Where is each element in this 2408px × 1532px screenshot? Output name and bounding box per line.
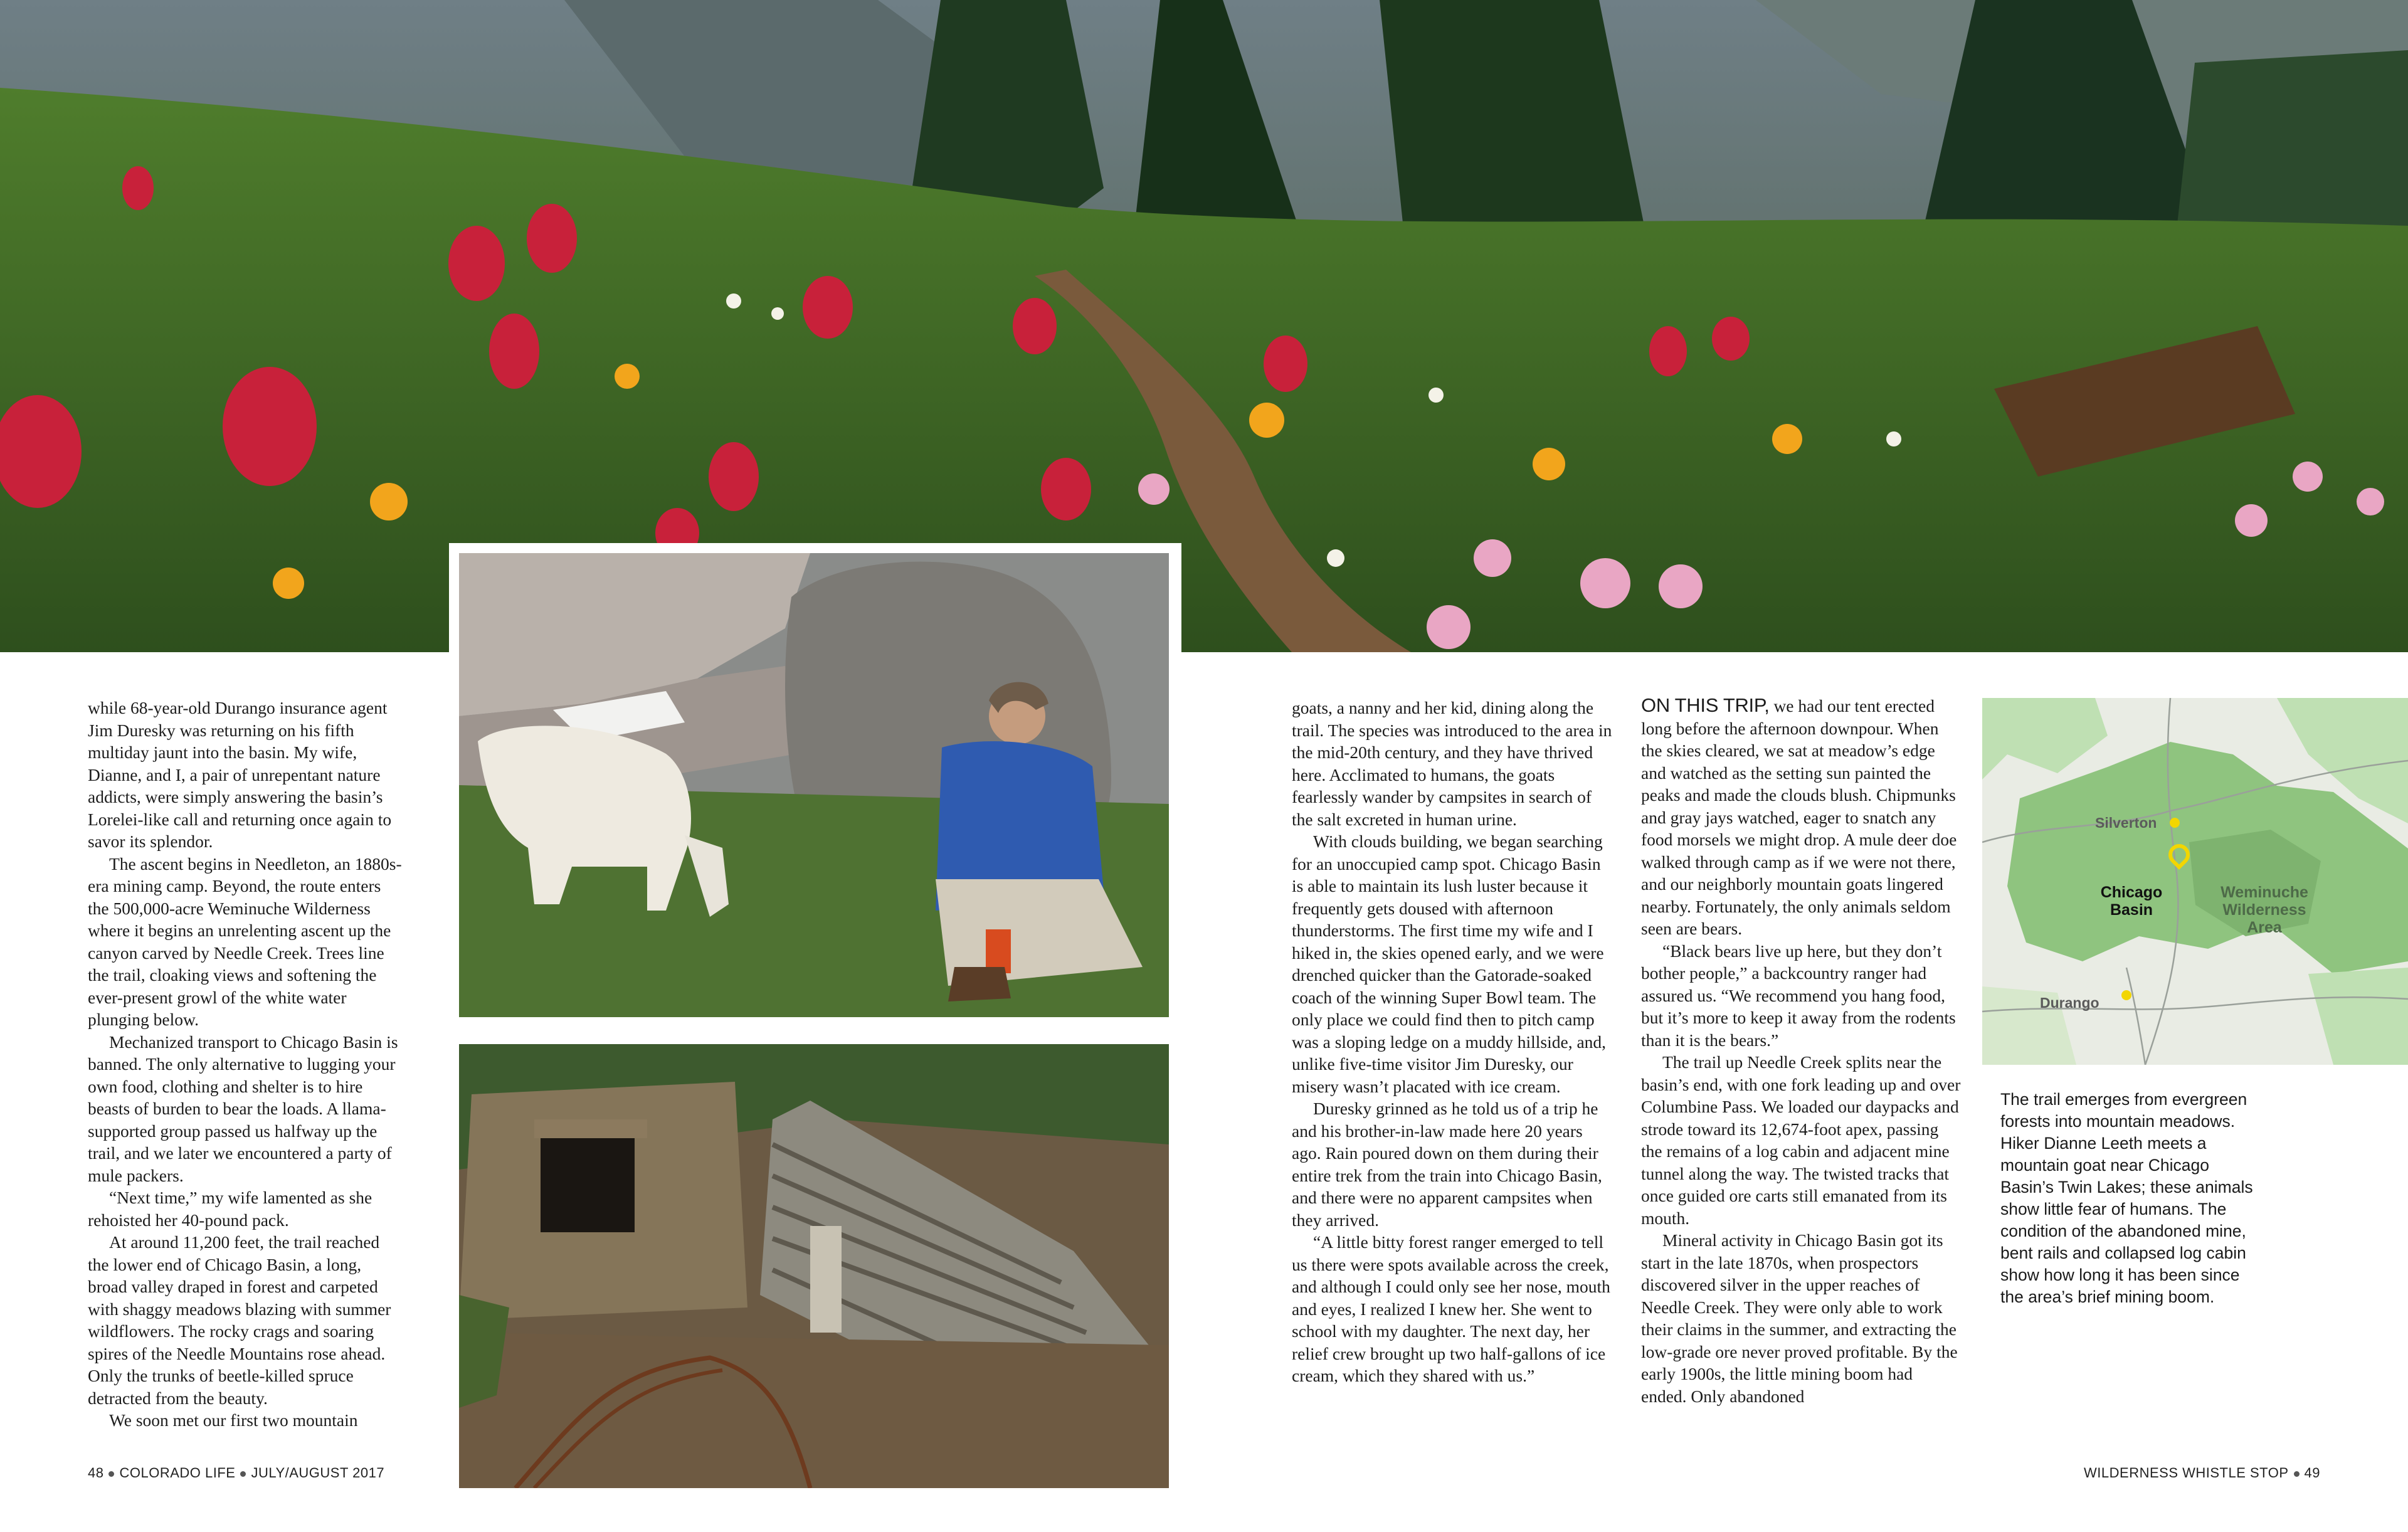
magazine-name: COLORADO LIFE: [119, 1465, 236, 1481]
photo-hiker-and-goat: [459, 553, 1169, 1017]
map-label-durango: Durango: [2040, 995, 2099, 1011]
photo-caption: The trail emerges from evergreen forests into mountain meadows. Hiker Dianne Leeth meets a mountain goat near Chicago Basin’s Twin Lakes; these animals show little fear of humans. The condition of the abandoned mine, bent rails and collapsed log cabin show how long it has been since the area’s brief mining boom.: [2000, 1090, 2253, 1306]
photo-mine-and-cabin: [459, 1044, 1169, 1488]
paragraph: At around 11,200 feet, the trail reached the lower end of Chicago Basin, a long, broad valley draped in forest and carpeted with shaggy meadows blazing with summer wildflowers. The rocky crags and soaring spires of the Needle Mountains rose ahead. Only the trunks of beetle-killed spruce detracted from the beauty.: [88, 1232, 391, 1408]
bullet-icon: [108, 1471, 114, 1477]
hero-photo-meadow: [0, 0, 2408, 652]
map-label-chicago-basin: Chicago Basin: [2100, 884, 2163, 919]
folio-right: [2084, 1465, 2320, 1481]
paragraph: The ascent begins in Needleton, an 1880s-era mining camp. Beyond, the route enters the 500,000-acre Weminuche Wilderness where it begins an unrelenting ascent up the canyon carved by Needle Creek. Trees line the trail, cloaking views and softening the ever-present growl of the white water plunging below.: [88, 853, 402, 1029]
body-column-1: [88, 697, 403, 1432]
map-label-weminuche: Weminuche Wilderness Area: [2221, 884, 2308, 936]
issue-date: JULY/AUGUST 2017: [251, 1465, 385, 1481]
body-column-3: [1641, 694, 1962, 1407]
bullet-icon: [240, 1471, 246, 1477]
body-column-2: [1292, 697, 1612, 1387]
map-label-silverton: Silverton: [2095, 815, 2157, 831]
page-number: 49: [2304, 1465, 2320, 1481]
paragraph: Duresky grinned as he told us of a trip he and his brother-in-law made here 20 years ago. Rain poured down on them during their entire trek from the train into Chicago Basin, and there were no apparent campsites when they arrived.: [1292, 1099, 1602, 1230]
paragraph: “Next time,” my wife lamented as she rehoisted her 40-pound pack.: [88, 1188, 372, 1230]
paragraph-text: we had our tent erected long before the afternoon downpour. When the skies cleared, we sat at meadow’s edge and watched as the setting sun painted the peaks and made the clouds blush. Chipmunks and gray jays watched, eager to snatch any food morsels we might drop. A mule deer doe walked through camp as if we were not there, and our neighborly mountain goats lingered nearby. Fortunately, the only animals seldom seen are bears.: [1641, 696, 1957, 938]
paragraph: goats, a nanny and her kid, dining along the trail. The species was introduced to the area in the mid-20th century, and they have thrived here. Acclimated to humans, the goats fearlessly wander by campsites in search of the salt excreted in human urine.: [1292, 698, 1612, 829]
paragraph: “A little bitty forest ranger emerged to tell us there were spots available across the creek, and although I could only see her nose, mouth and eyes, I realized I knew her. She went to school with my daughter. The next day, her relief crew brought up two half-gallons of ice cream, which they shared with us.”: [1292, 1232, 1610, 1385]
paragraph: while 68-year-old Durango insurance agent Jim Duresky was returning on his fifth multiday jaunt into the basin. My wife, Dianne, and I, a pair of unrepentant nature addicts, were simply answering the basin’s Lorelei-like call and returning once again to savor its splendor.: [88, 698, 392, 851]
page-number: 48: [88, 1465, 104, 1481]
paragraph: “Black bears live up here, but they don’t bother people,” a backcountry ranger had assured us. “We recommend you hang food, but it’s more to keep it away from the rodents than it is the bears.”: [1641, 941, 1956, 1050]
paragraph: Mineral activity in Chicago Basin got its start in the late 1870s, when prospectors discovered silver in the upper reaches of Needle Creek. They were only able to work their claims in the summer, and extracting the low-grade ore never proved profitable. By the early 1900s, the little mining boom had ended. Only abandoned: [1641, 1230, 1958, 1406]
paragraph: Mechanized transport to Chicago Basin is banned. The only alternative to lugging your own food, clothing and shelter is to hire beasts of burden to bear the loads. A llama-supported group passed us halfway up the trail, and we later we encountered a party of mule packers.: [88, 1032, 398, 1185]
paragraph: We soon met our first two mountain: [109, 1410, 358, 1430]
map-dot-silverton: [2170, 818, 2180, 828]
folio-left: [88, 1465, 384, 1481]
story-title: WILDERNESS WHISTLE STOP: [2084, 1465, 2289, 1481]
bullet-icon: [2294, 1471, 2300, 1477]
paragraph: The trail up Needle Creek splits near the basin’s end, with one fork leading up and over Columbine Pass. We loaded our daypacks and strode toward its 12,674-foot apex, passing the remains of a log cabin and adjacent mine tunnel along the way. The twisted tracks that once guided ore carts still emanated from its mouth.: [1641, 1052, 1961, 1228]
section-lead-in: ON THIS TRIP,: [1641, 694, 1770, 716]
paragraph: [1641, 694, 1962, 940]
map-dot-durango: [2121, 990, 2131, 1000]
locator-map: [1982, 698, 2408, 1065]
paragraph: With clouds building, we began searching for an unoccupied camp spot. Chicago Basin is able to maintain its lush luster because it frequently gets doused with afternoon thunderstorms. The first time my wife and I hiked in, the skies opened early, and we were drenched quicker than the Gatorade-soaked coach of the winning Super Bowl team. The only place we could find then to pitch camp was a sloping ledge on a muddy hillside, and, unlike five-time visitor Jim Duresky, our misery wasn’t placated with ice cream.: [1292, 832, 1607, 1096]
